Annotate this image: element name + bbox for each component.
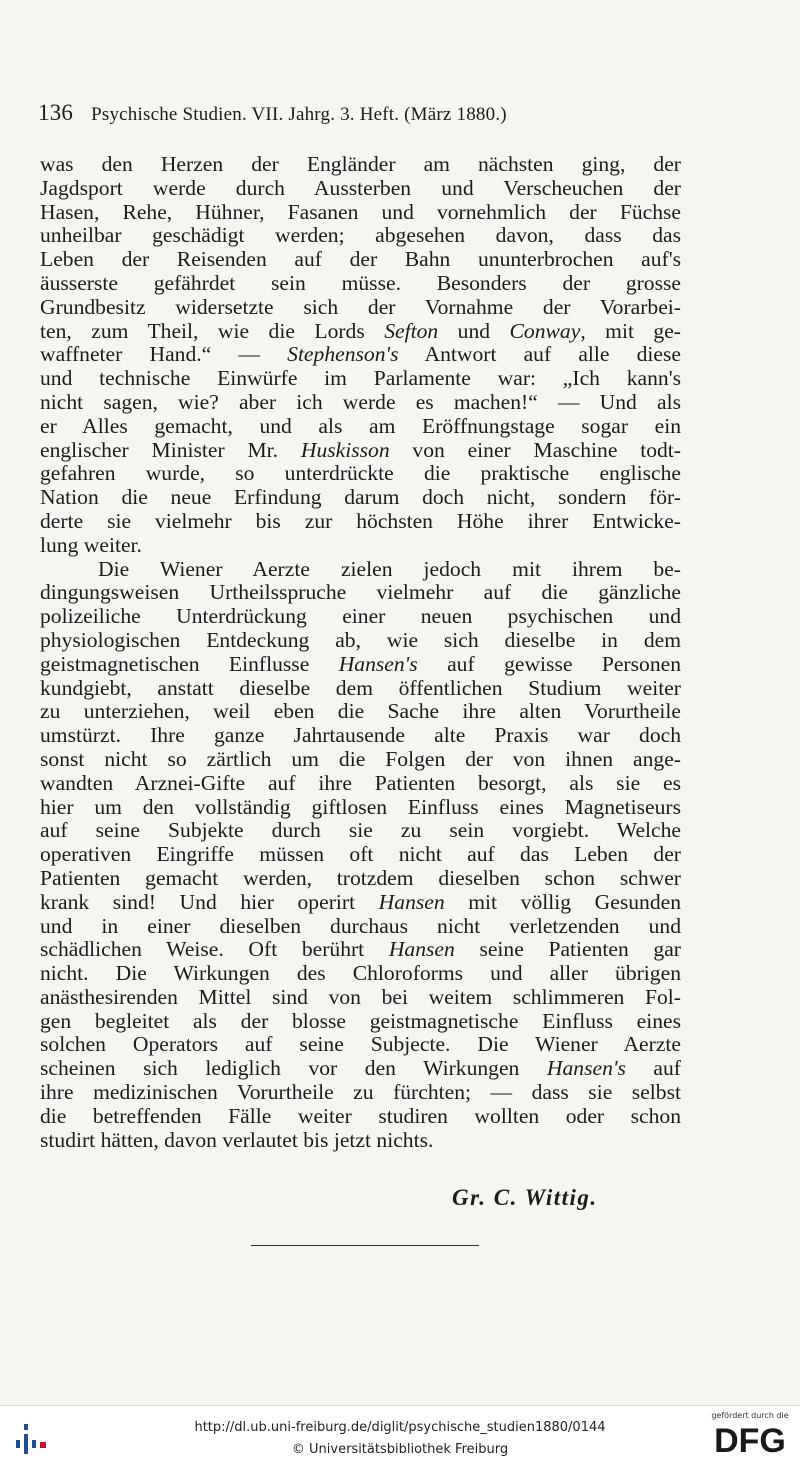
text-line: geistmagnetischen Einflusse Hansen's auf gewisse Personen [40, 651, 682, 676]
text-line: sonst nicht so zärtlich um die Folgen der von ihnen ange- [40, 746, 681, 771]
text-line: Leben der Reisenden auf der Bahn ununterbrochen auf's [40, 247, 681, 272]
dfg-logo [708, 1411, 792, 1463]
permalink-url[interactable]: http://dl.ub.uni-freiburg.de/diglit/psychische_studien1880/0144 [194, 1420, 606, 1435]
text-line: englischer Minister Mr. Huskisson von einer Maschine todt- [40, 437, 681, 462]
text-line: studirt hätten, davon verlautet bis jetzt nichts. [40, 1127, 434, 1152]
text-line: Patienten gemacht werden, trotzdem dieselben schon schwer [40, 865, 681, 890]
text-line: Nation die neue Erfindung darum doch nicht, sondern för- [40, 485, 681, 510]
dfg-logo-icon [708, 1420, 792, 1460]
text-line: äusserste gefährdet sein müsse. Besonders der grosse [40, 270, 681, 295]
sponsor-caption: gefördert durch die [711, 1411, 789, 1420]
running-header [38, 100, 678, 126]
text-line: er Alles gemacht, und als am Eröffnungstage sogar ein [40, 413, 681, 438]
dfg-logo-text: DFG [714, 1422, 786, 1460]
viewer-footer [0, 1405, 800, 1466]
article-body [40, 153, 681, 1152]
section-divider [251, 1245, 479, 1246]
text-line: Hasen, Rehe, Hühner, Fasanen und vornehmlich der Füchse [40, 199, 681, 224]
text-line: polizeiliche Unterdrückung einer neuen psychischen und [40, 604, 681, 629]
text-line: solchen Operators auf seine Subjecte. Die Wiener Aerzte [40, 1032, 681, 1057]
text-line: Die Wiener Aerzte zielen jedoch mit ihrem be- [98, 556, 681, 581]
text-line: kundgiebt, anstatt dieselbe dem öffentlichen Studium weiter [40, 675, 681, 700]
text-line: derte sie vielmehr bis zur höchsten Höhe ihrer Entwicke- [40, 508, 681, 533]
text-line: und technische Einwürfe im Parlamente war: „Ich kann's [40, 366, 681, 391]
page-number: 136 [38, 100, 74, 125]
text-line: Grundbesitz widersetzte sich der Vornahme der Vorarbei- [40, 294, 681, 319]
signature: Gr. C. Wittig. [452, 1185, 598, 1210]
text-line: ihre medizinischen Vorurtheile zu fürchten; — dass sie selbst [40, 1080, 681, 1105]
text-line: wandten Arznei-Gifte auf ihre Patienten besorgt, als sie es [40, 770, 681, 795]
copyright-notice: © Universitätsbibliothek Freiburg [291, 1442, 509, 1457]
text-line: dingungsweisen Urtheilsspruche vielmehr auf die gänzliche [40, 580, 681, 605]
text-line: scheinen sich lediglich vor den Wirkungen Hansen's auf [40, 1056, 681, 1081]
text-line: physiologischen Entdeckung ab, wie sich dieselbe in dem [40, 627, 681, 652]
text-line: schädlichen Weise. Oft berührt Hansen seine Patienten gar [40, 937, 681, 962]
text-line: ten, zum Theil, wie die Lords Sefton und Conway, mit ge- [40, 318, 681, 343]
text-line: und in einer dieselben durchaus nicht verletzenden und [40, 913, 681, 938]
text-line: umstürzt. Ihre ganze Jahrtausende alte Praxis war doch [40, 723, 681, 748]
text-line: was den Herzen der Engländer am nächsten ging, der [40, 152, 681, 176]
text-line: gefahren wurde, so unterdrückte die praktische englische [40, 461, 681, 486]
text-line: die betreffenden Fälle weiter studiren wollten oder schon [40, 1103, 681, 1128]
text-line: hier um den vollständig giftlosen Einfluss eines Magnetiseurs [40, 794, 681, 819]
text-line: krank sind! Und hier operirt Hansen mit völlig Gesunden [40, 889, 681, 914]
text-line: waffneter Hand.“ — Stephenson's Antwort auf alle diese [40, 342, 682, 367]
text-line: nicht sagen, wie? aber ich werde es machen!“ — Und als [40, 389, 681, 414]
text-line: anästhesirenden Mittel sind von bei weitem schlimmeren Fol- [40, 984, 681, 1009]
running-head-title: Psychische Studien. VII. Jahrg. 3. Heft. (März 1880.) [91, 104, 507, 125]
text-line: lung weiter. [40, 532, 142, 557]
text-line: unheilbar geschädigt werden; abgesehen davon, dass das [40, 223, 681, 248]
text-line: auf seine Subjekte durch sie zu sein vorgiebt. Welche [40, 818, 681, 843]
text-line: Jagdsport werde durch Aussterben und Verscheuchen der [40, 175, 681, 200]
text-line: zu unterziehen, weil eben die Sache ihre alten Vorurtheile [40, 699, 681, 724]
text-line: nicht. Die Wirkungen des Chloroforms und aller übrigen [40, 961, 681, 986]
text-line: operativen Eingriffe müssen oft nicht auf das Leben der [40, 842, 681, 867]
text-line: gen begleitet als der blosse geistmagnetische Einfluss eines [40, 1008, 681, 1033]
